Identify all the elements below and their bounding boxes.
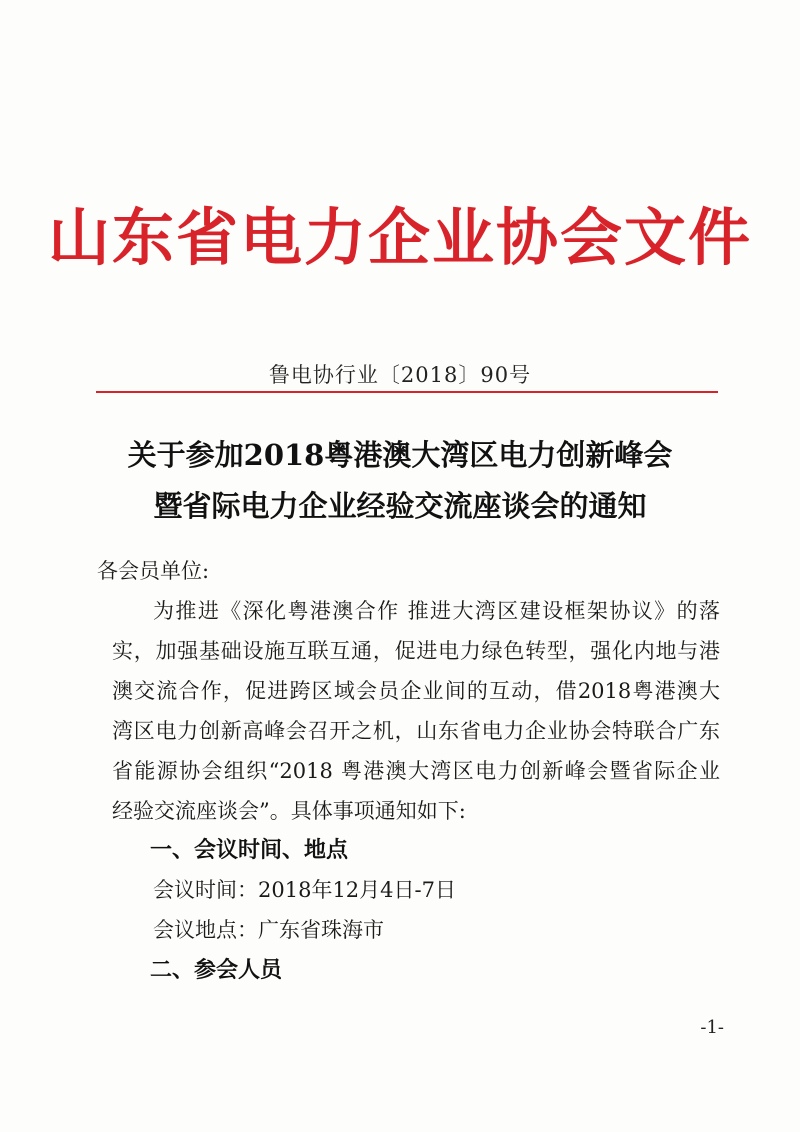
body-paragraph-line-1: 为推进《深化粤港澳合作 推进大湾区建设框架协议》的落: [153, 599, 720, 623]
body-paragraph-line-3: 澳交流合作，促进跨区域会员企业间的互动，借2018粤港澳大: [112, 679, 720, 703]
document-number: 鲁电协行业〔2018〕90号: [268, 363, 532, 387]
page-number: -1-: [700, 1017, 724, 1038]
meeting-time: 会议时间：2018年12月4日-7日: [153, 878, 456, 902]
section-heading-meeting-time-place: 一、会议时间、地点: [150, 837, 349, 863]
meeting-place: 会议地点：广东省珠海市: [153, 918, 384, 942]
red-divider-line: [96, 391, 718, 393]
body-paragraph-line-4: 湾区电力创新高峰会召开之机，山东省电力企业协会特联合广东: [112, 719, 720, 743]
section-heading-attendees: 二、参会人员: [150, 957, 283, 983]
notice-title-line-2: 暨省际电力企业经验交流座谈会的通知: [153, 489, 647, 523]
body-paragraph-line-2: 实，加强基础设施互联互通，促进电力绿色转型，强化内地与港: [112, 639, 720, 663]
salutation: 各会员单位:: [97, 559, 210, 583]
notice-title-line-1: 关于参加2018粤港澳大湾区电力创新峰会: [127, 438, 673, 472]
body-paragraph-line-6: 经验交流座谈会”。具体事项通知如下:: [112, 799, 466, 823]
body-paragraph-line-5: 省能源协会组织“2018 粤港澳大湾区电力创新峰会暨省际企业: [112, 759, 720, 783]
org-title: 山东省电力企业协会文件: [47, 201, 752, 274]
